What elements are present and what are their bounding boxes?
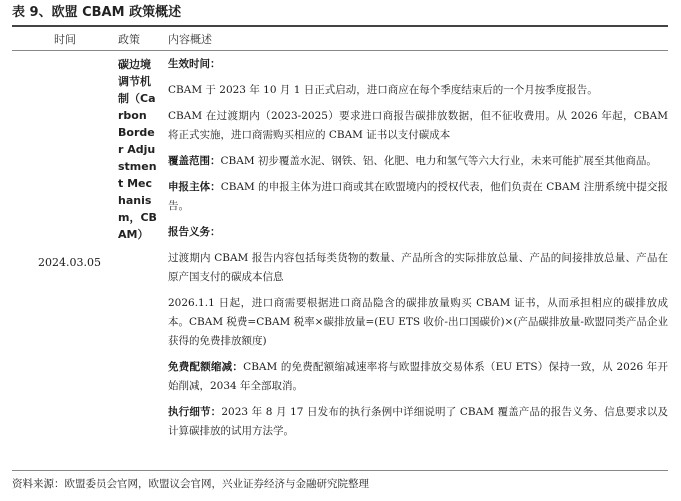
table-title: 表 9、欧盟 CBAM 政策概述 xyxy=(12,5,182,20)
content-paragraph xyxy=(168,294,668,351)
paragraph-text: 过渡期内 CBAM 报告内容包括每类货物的数量、产品所含的实际排放总量、产品的间接排放总量、产品在原产国支付的碳成本信息 xyxy=(168,252,668,283)
content-paragraph xyxy=(168,152,668,171)
content-paragraph xyxy=(168,55,668,74)
content-paragraph xyxy=(168,81,668,100)
paragraph-text: 2026.1.1 日起，进口商需要根据进口商品隐含的碳排放量购买 CBAM 证书，从而承担相应的碳排放成本。CBAM 税费=CBAM 税率×碳排放量=(EU ETS 收价-出口国碳价)×(产品碳排放量-欧盟同类产品企业获得的免费排放额度) xyxy=(168,297,668,347)
paragraph-heading: 覆盖范围： xyxy=(168,155,221,167)
top-rule xyxy=(12,25,668,27)
header-content: 内容概述 xyxy=(168,33,212,46)
header-time: 时间 xyxy=(54,33,76,46)
paragraph-text: CBAM 的免费配额缩减速率将与欧盟排放交易体系（EU ETS）保持一致，从 2026 年开始削减，2034 年全部取消。 xyxy=(168,361,669,392)
paragraph-heading: 免费配额缩减： xyxy=(168,361,244,373)
paragraph-heading: 申报主体： xyxy=(168,181,221,193)
content-paragraph xyxy=(168,223,668,242)
paragraph-text: CBAM 在过渡期内（2023-2025）要求进口商报告碳排放数据，但不征收费用。从 2026 年起，CBAM 将正式实施，进口商需购买相应的 CBAM 证书以支付碳成本 xyxy=(168,110,668,141)
content-paragraph xyxy=(168,107,668,145)
row-policy-name: 碳边境调节机制（Carbon Border Adjustment Mechanism，CBAM） xyxy=(118,58,157,241)
content-paragraph xyxy=(168,403,668,441)
content-paragraph xyxy=(168,178,668,216)
paragraph-heading: 报告义务： xyxy=(168,226,221,238)
content-paragraph xyxy=(168,249,668,287)
paragraph-heading: 生效时间： xyxy=(168,58,221,70)
row-date: 2024.03.05 xyxy=(38,256,101,269)
header-rule xyxy=(12,50,668,51)
row-content xyxy=(168,55,668,448)
paragraph-text: CBAM 于 2023 年 10 月 1 日正式启动，进口商应在每个季度结束后的一个月按季度报告。 xyxy=(168,84,598,96)
paragraph-text: CBAM 初步覆盖水泥、钢铁、铝、化肥、电力和氢气等六大行业，未来可能扩展至其他商品。 xyxy=(220,155,657,167)
paragraph-text: 2023 年 8 月 17 日发布的执行条例中详细说明了 CBAM 覆盖产品的报告义务、信息要求以及计算碳排放的试用方法学。 xyxy=(168,406,669,437)
header-policy: 政策 xyxy=(118,33,140,46)
content-paragraph xyxy=(168,358,668,396)
paragraph-heading: 执行细节： xyxy=(168,406,222,418)
source-note: 资料来源：欧盟委员会官网，欧盟议会官网，兴业证券经济与金融研究院整理 xyxy=(12,478,369,490)
paragraph-text: CBAM 的申报主体为进口商或其在欧盟境内的授权代表，他们负责在 CBAM 注册系统中提交报告。 xyxy=(168,181,668,212)
bottom-rule xyxy=(12,470,668,471)
